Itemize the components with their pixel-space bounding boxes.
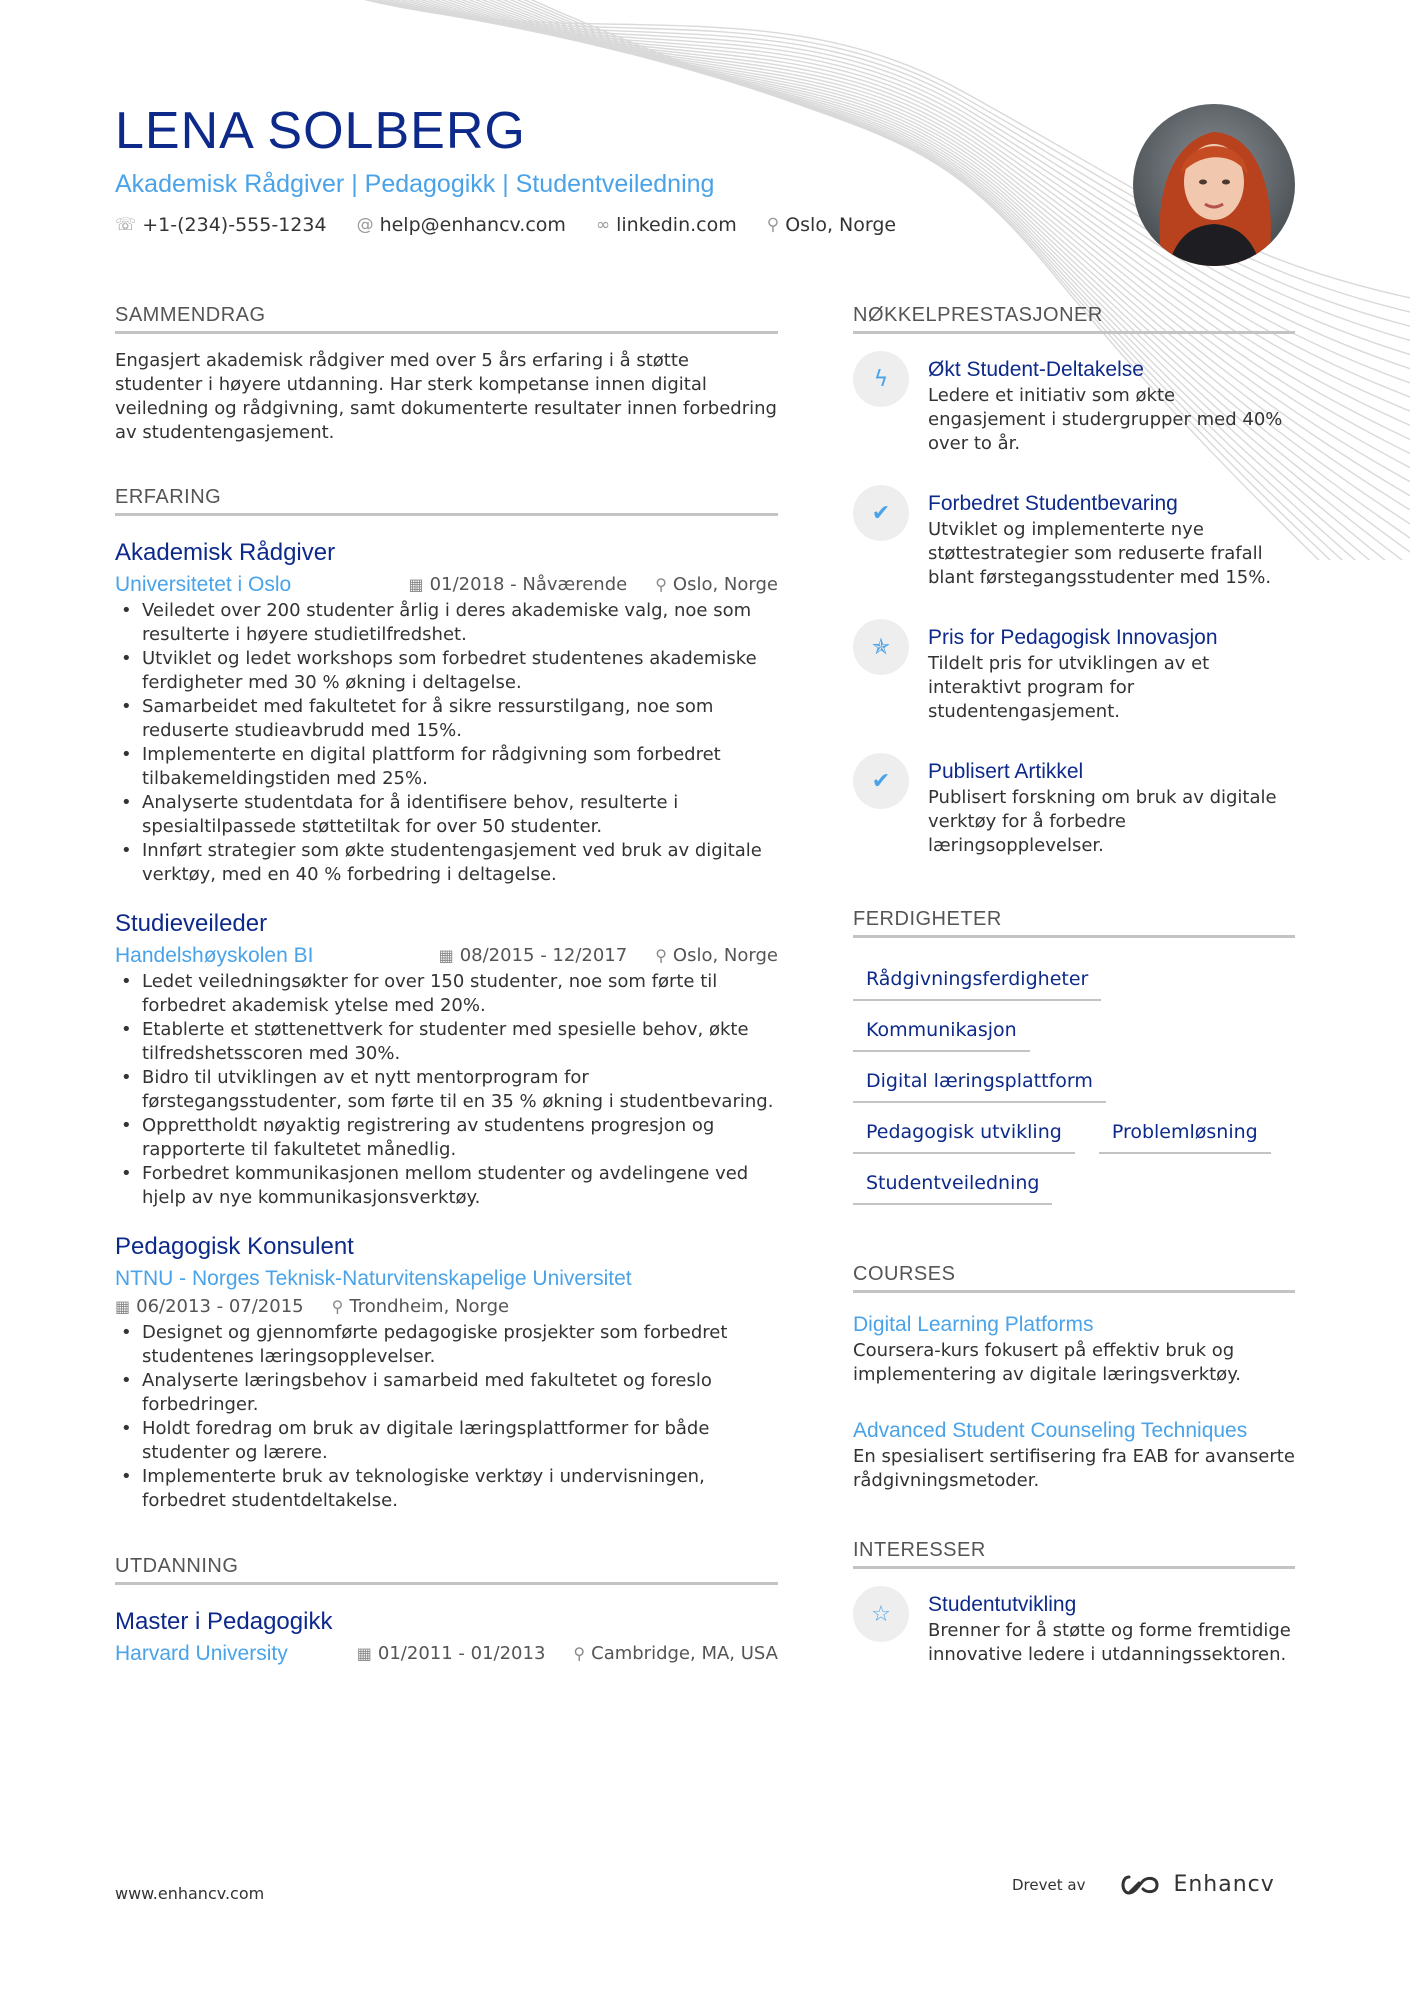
degree-title: Master i Pedagogikk	[115, 1608, 333, 1635]
job-entry	[115, 538, 778, 887]
job-bullet: • Samarbeidet med fakultetet for å sikre ressurstilgang, noe som reduserte studieavbrudd med 15%.	[115, 695, 778, 743]
job-meta	[115, 1266, 778, 1292]
education-entry	[115, 1607, 778, 1667]
interests-heading: INTERESSER	[853, 1539, 1295, 1569]
achievement-item	[853, 490, 1295, 590]
job-bullet: • Veiledet over 200 studenter årlig i deres akademiske valg, noe som resulterte i høyere studietilfredshet.	[115, 599, 778, 647]
job-bullets	[115, 1321, 778, 1513]
job-bullet: • Holdt foredrag om bruk av digitale læringsplattformer for både studenter og lærere.	[115, 1417, 778, 1465]
interest-desc: Brenner for å støtte og forme fremtidige innovative ledere i utdanningssektoren.	[928, 1620, 1291, 1665]
skill-tag: Rådgivningsferdigheter	[853, 957, 1101, 1001]
star-outline-icon: ☆	[853, 1586, 909, 1642]
course-title: Digital Learning Platforms	[853, 1313, 1094, 1336]
email-text: help@enhancv.com	[379, 214, 566, 236]
interest-title: Studentutvikling	[928, 1593, 1077, 1616]
interests-section	[853, 1539, 1295, 1667]
job-company: Universitetet i Oslo	[115, 573, 292, 596]
courses-heading: COURSES	[853, 1263, 1295, 1293]
education-location-text: Cambridge, MA, USA	[591, 1643, 778, 1664]
job-bullet: • Ledet veiledningsøkter for over 150 studenter, noe som førte til forbedret akademisk ytelse med 20%.	[115, 970, 778, 1018]
education-section	[115, 1555, 778, 1667]
job-bullet: • Designet og gjennomførte pedagogiske prosjekter som forbedret studentenes læringsopplevelser.	[115, 1321, 778, 1369]
achievements-section	[853, 304, 1295, 858]
job-bullet: • Utviklet og ledet workshops som forbedret studentenes akademiske ferdigheter med 30 % økning i deltagelse.	[115, 647, 778, 695]
skill-tag: Studentveiledning	[853, 1161, 1052, 1205]
interest-item	[853, 1591, 1295, 1667]
course-desc: Coursera-kurs fokusert på effektiv bruk og implementering av digitale læringsverktøy.	[853, 1340, 1242, 1385]
experience-heading: ERFARING	[115, 486, 778, 516]
calendar-icon: ▦	[408, 575, 424, 594]
right-column	[853, 304, 1295, 1667]
skill-tag: Pedagogisk utvikling	[853, 1110, 1075, 1154]
star-icon: ✯	[853, 619, 909, 675]
job-bullet: • Implementerte en digital plattform for rådgivning som forbedret tilbakemeldingstiden med 25%.	[115, 743, 778, 791]
skill-tag: Kommunikasjon	[853, 1008, 1030, 1052]
location-text: Oslo, Norge	[785, 214, 897, 236]
link-icon: ∞	[595, 215, 611, 235]
job-dates	[439, 943, 628, 969]
brand-logo[interactable]	[1117, 1872, 1274, 1897]
job-bullet: • Etablerte et støttenettverk for studenter med spesielle behov, økte tilfredshetsscoren med 30%.	[115, 1018, 778, 1066]
education-location	[573, 1641, 778, 1667]
job-location-text: Trondheim, Norge	[349, 1296, 510, 1317]
achievement-desc: Ledere et initiativ som økte engasjement i studergrupper med 40% over to år.	[928, 385, 1283, 454]
job-meta-row	[115, 1294, 778, 1320]
candidate-subtitle: Akademisk Rådgiver | Pedagogikk | Studentveiledning	[115, 170, 715, 198]
powered-by-text: Drevet av	[1012, 1875, 1086, 1894]
profile-photo	[1133, 104, 1295, 266]
job-bullet: • Analyserte læringsbehov i samarbeid med fakultetet og foreslo forbedringer.	[115, 1369, 778, 1417]
experience-section	[115, 486, 778, 1513]
job-location	[332, 1294, 509, 1320]
job-dates-text: 06/2013 - 07/2015	[136, 1296, 304, 1317]
education-dates-text: 01/2011 - 01/2013	[377, 1643, 546, 1664]
achievement-title: Forbedret Studentbevaring	[928, 492, 1178, 515]
footer-website[interactable]: www.enhancv.com	[115, 1884, 265, 1903]
contact-email[interactable]	[357, 214, 566, 236]
job-location-text: Oslo, Norge	[672, 945, 778, 966]
school-name: Harvard University	[115, 1642, 288, 1665]
course-item	[853, 1417, 1295, 1493]
achievement-desc: Publisert forskning om bruk av digitale verktøy for å forbedre læringsopplevelser.	[928, 787, 1277, 856]
job-bullet: • Bidro til utviklingen av et nytt mentorprogram for førstegangsstudenter, som førte til en 35 % økning i studentbevaring.	[115, 1066, 778, 1114]
left-column	[115, 304, 778, 1667]
job-meta	[115, 943, 778, 969]
job-dates-text: 01/2018 - Nåværende	[429, 574, 628, 595]
skills-section	[853, 908, 1295, 1205]
check-icon: ✔	[853, 485, 909, 541]
job-bullet: • Forbedret kommunikasjonen mellom studenter og avdelingene ved hjelp av nye kommunikasjonsverktøy.	[115, 1162, 778, 1210]
footer-branding	[1012, 1872, 1275, 1897]
job-title: Studieveileder	[115, 910, 268, 937]
skills-list	[853, 950, 1295, 1205]
calendar-icon: ▦	[356, 1644, 372, 1663]
location-pin-icon: ⚲	[655, 946, 667, 965]
achievement-item	[853, 624, 1295, 724]
calendar-icon: ▦	[438, 946, 454, 965]
education-dates	[357, 1641, 546, 1667]
skills-heading: FERDIGHETER	[853, 908, 1295, 938]
location-pin-icon: ⚲	[766, 215, 780, 235]
job-location	[655, 943, 778, 969]
job-bullets	[115, 599, 778, 887]
contact-linkedin[interactable]	[596, 214, 737, 236]
course-title: Advanced Student Counseling Techniques	[853, 1419, 1248, 1442]
achievement-title: Publisert Artikkel	[928, 760, 1084, 783]
summary-heading: SAMMENDRAG	[115, 304, 778, 334]
linkedin-text: linkedin.com	[616, 214, 737, 236]
summary-section	[115, 304, 778, 445]
achievement-desc: Utviklet og implementerte nye støttestrategier som reduserte frafall blant førstegangsstudenter med 15%.	[928, 519, 1272, 588]
job-bullets	[115, 970, 778, 1210]
job-location	[655, 572, 778, 598]
job-company: NTNU - Norges Teknisk-Naturvitenskapelige Universitet	[115, 1267, 632, 1290]
skill-tag: Problemløsning	[1099, 1110, 1271, 1154]
contact-location	[767, 214, 896, 236]
education-meta	[115, 1641, 778, 1667]
job-dates	[409, 572, 628, 598]
courses-section	[853, 1263, 1295, 1493]
skill-tag: Digital læringsplattform	[853, 1059, 1106, 1103]
location-pin-icon: ⚲	[331, 1297, 344, 1316]
job-bullet: • Implementerte bruk av teknologiske verktøy i undervisningen, forbedret studentdeltakelse.	[115, 1465, 778, 1513]
phone-text: +1-(234)-555-1234	[142, 214, 327, 236]
contact-phone[interactable]	[115, 214, 327, 236]
resume-header	[115, 100, 1115, 236]
brand-name: Enhancv	[1173, 1872, 1275, 1897]
candidate-name: LENA SOLBERG	[115, 102, 526, 160]
job-bullet: • Analyserte studentdata for å identifisere behov, resulterte i spesialtilpassede støttetiltak for over 50 studenter.	[115, 791, 778, 839]
job-title: Pedagogisk Konsulent	[115, 1233, 354, 1260]
job-title: Akademisk Rådgiver	[115, 539, 336, 566]
achievement-title: Økt Student-Deltakelse	[928, 358, 1144, 381]
at-icon: @	[356, 215, 374, 235]
job-meta	[115, 572, 778, 598]
achievement-desc: Tildelt pris for utviklingen av et interaktivt program for studentengasjement.	[928, 653, 1210, 722]
job-location-text: Oslo, Norge	[672, 574, 778, 595]
job-entry	[115, 909, 778, 1210]
calendar-icon: ▦	[115, 1297, 131, 1316]
job-dates-text: 08/2015 - 12/2017	[459, 945, 628, 966]
course-desc: En spesialisert sertifisering fra EAB for avanserte rådgivningsmetoder.	[853, 1446, 1295, 1491]
achievement-item	[853, 356, 1295, 456]
check-icon: ✔	[853, 753, 909, 809]
achievements-heading: NØKKELPRESTASJONER	[853, 304, 1295, 334]
contact-row	[115, 214, 1115, 236]
achievement-item	[853, 758, 1295, 858]
job-bullet: • Innført strategier som økte studentengasjement ved bruk av digitale verktøy, med en 40 % forbedring i deltagelse.	[115, 839, 778, 887]
achievement-title: Pris for Pedagogisk Innovasjon	[928, 626, 1218, 649]
course-item	[853, 1311, 1295, 1387]
education-heading: UTDANNING	[115, 1555, 778, 1585]
job-company: Handelshøyskolen BI	[115, 944, 314, 967]
location-pin-icon: ⚲	[655, 575, 667, 594]
enhancv-logo-icon	[1117, 1873, 1163, 1897]
job-dates	[115, 1294, 304, 1320]
job-entry	[115, 1232, 778, 1513]
phone-icon: ☏	[115, 215, 137, 235]
job-bullet: • Opprettholdt nøyaktig registrering av studentens progresjon og rapporterte til fakultetet månedlig.	[115, 1114, 778, 1162]
location-pin-icon: ⚲	[573, 1644, 586, 1663]
lightning-icon: ϟ	[853, 351, 909, 407]
summary-text: Engasjert akademisk rådgiver med over 5 års erfaring i å støtte studenter i høyere utdanning. Har sterk kompetanse innen digital veiledning og rådgivning, samt dokumenterte resultater innen forbedring av studentengasjement.	[115, 350, 777, 443]
